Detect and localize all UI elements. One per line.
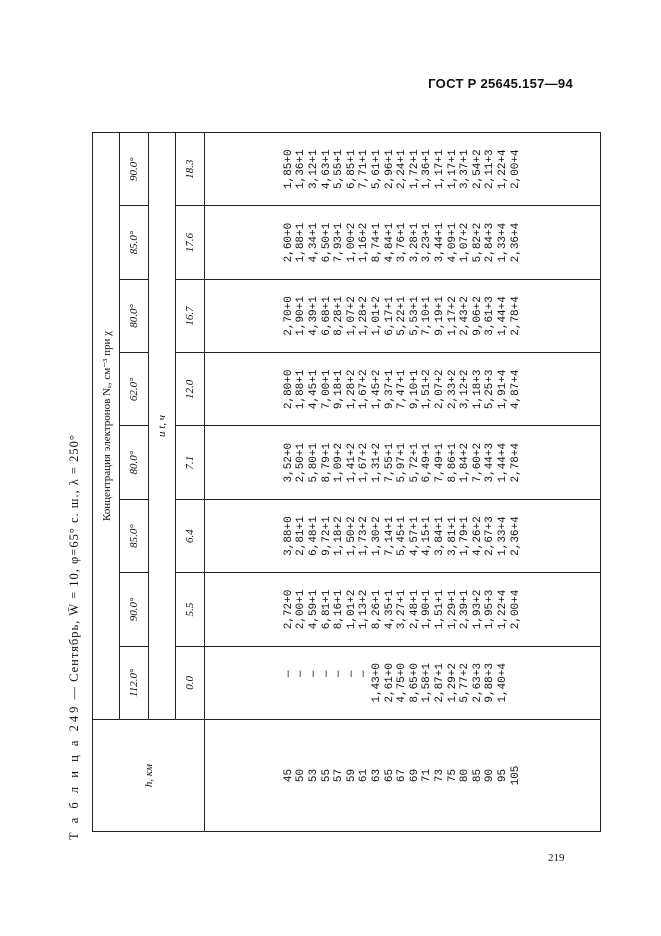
table-cell: 1,13+2	[358, 589, 371, 630]
table-cell: 3,88+0	[282, 516, 295, 556]
table-cell: 2,07+2	[433, 369, 446, 410]
table-cell: 7,55+1	[383, 442, 396, 483]
table-cell: 8,79+1	[320, 442, 333, 483]
table-cell: 1,29+1	[446, 589, 459, 630]
table-cell: 6,50+1	[320, 222, 333, 263]
time-header: 17.6	[176, 206, 205, 279]
table-cell: 6,85+1	[345, 149, 358, 189]
table-cell: —	[358, 670, 371, 678]
table-cell: 2,36+4	[509, 222, 522, 263]
table-cell: 5,80+1	[308, 442, 321, 483]
table-cell: 1,09+2	[333, 442, 346, 483]
table-cell: 2,61+0	[383, 663, 396, 703]
table-cell: 1,17+1	[433, 149, 446, 189]
standard-header: ГОСТ Р 25645.157—94	[428, 76, 573, 91]
data-column	[205, 133, 601, 206]
table-cell: 2,60+0	[282, 222, 295, 263]
table-cell: 3,28+1	[408, 222, 421, 263]
table-cell: 1,88+1	[295, 369, 308, 410]
table-cell: 1,41+2	[345, 442, 358, 483]
table-cell: 5,55+1	[333, 149, 346, 189]
table-cell: 8,86+1	[446, 442, 459, 483]
table-cell: 1,28+2	[358, 296, 371, 336]
table-cell: —	[308, 670, 321, 678]
caption-text: — Сентябрь, W̄ = 10, φ=65° с. ш., λ = 250°	[67, 434, 81, 704]
height-value: 63	[371, 768, 384, 783]
table-cell: 1,31+2	[371, 442, 384, 483]
table-cell: 2,33+2	[446, 369, 459, 410]
data-column	[205, 499, 601, 572]
table-cell: 1,18+2	[333, 516, 346, 556]
height-value: 75	[446, 768, 459, 783]
height-header: h, км	[93, 720, 205, 832]
time-header: 16.7	[176, 279, 205, 352]
table-cell: 3,52+0	[282, 442, 295, 483]
table-cell: 4,35+1	[383, 589, 396, 630]
table-cell: 2,00+1	[295, 589, 308, 630]
table-cell: 9,88+3	[484, 663, 497, 703]
table-cell: —	[282, 670, 295, 678]
table-cell: 1,07+2	[459, 222, 472, 263]
table-cell: 2,72+0	[282, 589, 295, 630]
table-cell: 7,71+1	[358, 149, 371, 189]
table-cell: 1,90+1	[295, 296, 308, 336]
table-cell: 2,87+1	[433, 663, 446, 703]
table-cell: 3,44+3	[484, 442, 497, 483]
table-cell: 4,34+1	[308, 222, 321, 263]
height-value: 90	[484, 768, 497, 783]
table-cell: 1,44+4	[496, 296, 509, 336]
table-cell: 4,26+2	[471, 516, 484, 556]
height-value: 65	[383, 768, 396, 783]
table-cell: —	[295, 670, 308, 678]
table-cell: 2,81+1	[295, 516, 308, 556]
header-row-title	[93, 133, 120, 832]
angle-header: 62.0°	[120, 353, 149, 426]
table-cell: 3,37+1	[459, 149, 472, 189]
time-header: 12.0	[176, 353, 205, 426]
table-cell: 4,15+1	[421, 516, 434, 556]
table-cell: 9,19+1	[433, 296, 446, 336]
table-cell: 1,36+1	[421, 149, 434, 189]
height-value: 69	[408, 768, 421, 783]
table-cell: 1,29+2	[446, 663, 459, 703]
data-column	[205, 279, 601, 352]
table-cell: 2,84+3	[484, 222, 497, 263]
table-cell: 3,12+1	[308, 149, 321, 189]
table-cell: 1,18+3	[471, 369, 484, 410]
table-cell: 4,45+1	[308, 369, 321, 410]
table-cell: 8,74+1	[371, 222, 384, 263]
table-cell: 4,39+1	[308, 296, 321, 336]
data-column	[205, 206, 601, 279]
table-cell: 7,49+1	[433, 442, 446, 483]
table-cell: 3,27+1	[396, 589, 409, 630]
height-value: 85	[471, 768, 484, 783]
table-cell: 1,72+1	[408, 149, 421, 189]
table-cell: 1,67+2	[358, 442, 371, 483]
table-cell: 4,63+1	[320, 149, 333, 189]
table-cell: 1,17+1	[446, 149, 459, 189]
table-cell: 1,51+2	[421, 369, 434, 410]
table-cell: 1,67+2	[358, 369, 371, 410]
table-cell: 2,00+4	[509, 149, 522, 189]
table-cell: 1,90+1	[421, 589, 434, 630]
angle-header: 80.0°	[120, 426, 149, 499]
table-cell: 5,97+1	[396, 442, 409, 483]
height-value: 57	[333, 768, 346, 783]
time-header: 18.3	[176, 133, 205, 206]
table-cell: 6,49+1	[421, 442, 434, 483]
table-cell: 1,36+1	[295, 149, 308, 189]
table-cell: 6,81+1	[320, 589, 333, 630]
table-cell: 5,45+1	[396, 516, 409, 556]
table-cell: 4,84+1	[383, 222, 396, 263]
time-header: 6.4	[176, 499, 205, 572]
table-cell: 8,65+0	[408, 663, 421, 703]
table-cell: 1,40+4	[496, 663, 509, 703]
time-header: 0.0	[176, 646, 205, 719]
table-cell: 1,16+2	[358, 222, 371, 263]
table-cell: 1,00+2	[345, 222, 358, 263]
table-caption	[62, 120, 86, 840]
table-cell: 1,44+4	[496, 442, 509, 483]
data-table	[92, 132, 601, 832]
table-cell: 5,77+2	[459, 663, 472, 703]
table-cell: 1,43+0	[371, 663, 384, 703]
table-cell: 1,84+2	[459, 442, 472, 483]
heights-column	[205, 720, 601, 832]
table-cell: 5,61+1	[371, 149, 384, 189]
table-cell: 2,24+1	[396, 149, 409, 189]
table-cell: 6,17+1	[383, 296, 396, 336]
table-cell: 1,30+2	[371, 516, 384, 556]
height-value: 61	[358, 768, 371, 783]
table-cell: 9,37+1	[383, 369, 396, 410]
table-cell: 4,59+1	[308, 589, 321, 630]
table-cell: 5,53+1	[408, 296, 421, 336]
table-cell: 1,17+2	[446, 296, 459, 336]
table-cell: 1,22+4	[496, 589, 509, 630]
table-cell: 2,70+0	[282, 296, 295, 336]
table-cell: —	[333, 670, 346, 678]
table-cell: 1,07+2	[345, 296, 358, 336]
table-cell: 2,00+4	[509, 589, 522, 630]
table-cell: 1,91+4	[496, 369, 509, 410]
table-cell: 3,81+1	[446, 516, 459, 556]
table-cell: 7,00+1	[320, 369, 333, 410]
table-cell: 1,79+1	[459, 516, 472, 556]
table-cell	[510, 647, 523, 719]
table-title: Концентрация электронов Nₑ, см⁻³ при χ	[93, 133, 120, 720]
table-cell: 9,10+1	[408, 369, 421, 410]
table-cell: 6,68+1	[320, 296, 333, 336]
table-body-row	[205, 133, 601, 832]
height-value: 105	[509, 765, 522, 786]
table-cell: 7,10+1	[421, 296, 434, 336]
angle-header: 90.0°	[120, 573, 149, 646]
data-column	[205, 426, 601, 499]
table-cell: 1,33+4	[496, 222, 509, 263]
time-header: 5.5	[176, 573, 205, 646]
table-cell: 5,22+1	[396, 296, 409, 336]
table-cell: 4,09+1	[446, 222, 459, 263]
table-cell: 2,39+1	[459, 589, 472, 630]
table-cell: 8,28+1	[333, 296, 346, 336]
time-header: 7.1	[176, 426, 205, 499]
table-cell: 2,50+1	[295, 442, 308, 483]
table-cell: 9,06+2	[471, 296, 484, 336]
table-cell: 3,44+1	[433, 222, 446, 263]
table-cell: 3,61+3	[484, 296, 497, 336]
table-cell: 9,72+1	[320, 516, 333, 556]
table-cell: 2,43+2	[459, 296, 472, 336]
table-cell: 3,84+1	[433, 516, 446, 556]
height-value: 73	[433, 768, 446, 783]
table-cell: —	[320, 670, 333, 678]
table-cell: 2,48+1	[408, 589, 421, 630]
table-cell: 4,57+1	[408, 516, 421, 556]
data-column	[205, 646, 601, 719]
table-cell: 1,85+0	[282, 149, 295, 189]
height-value: 55	[320, 768, 333, 783]
table-cell: 1,01+2	[371, 296, 384, 336]
table-cell: 1,22+4	[496, 149, 509, 189]
table-cell: 2,78+4	[509, 296, 522, 336]
table-cell: 5,25+3	[484, 369, 497, 410]
height-value: 71	[421, 768, 434, 783]
height-value: 59	[345, 768, 358, 783]
data-column	[205, 573, 601, 646]
table-cell: 1,73+2	[358, 516, 371, 556]
time-label: и t, ч	[149, 133, 176, 720]
table-cell: 1,88+1	[295, 222, 308, 263]
table-cell: —	[345, 670, 358, 678]
table-cell: 2,80+0	[282, 369, 295, 410]
page-number: 219	[548, 852, 565, 864]
table-cell: 5,82+2	[471, 222, 484, 263]
table-cell: 1,93+2	[471, 589, 484, 630]
table-cell: 2,67+3	[484, 516, 497, 556]
table-cell: 2,96+1	[383, 149, 396, 189]
table-cell: 3,76+1	[396, 222, 409, 263]
caption-label: Т а б л и ц а 249	[67, 703, 81, 840]
table-cell: 1,58+1	[421, 663, 434, 703]
angle-header: 80.0°	[120, 279, 149, 352]
table-cell: 1,33+4	[496, 516, 509, 556]
table-cell: 1,01+2	[345, 589, 358, 630]
table-cell: 2,54+2	[471, 149, 484, 189]
table-cell: 4,75+0	[396, 663, 409, 703]
height-value: 95	[496, 768, 509, 783]
table-cell: 7,60+2	[471, 442, 484, 483]
table-cell: 1,95+3	[484, 589, 497, 630]
table-cell: 2,36+4	[509, 516, 522, 556]
table-cell: 1,45+2	[371, 369, 384, 410]
table-cell: 4,87+4	[509, 369, 522, 410]
table-cell: 8,26+1	[371, 589, 384, 630]
table-cell: 3,23+1	[421, 222, 434, 263]
angle-header: 112.0°	[120, 646, 149, 719]
table-cell: 2,78+4	[509, 442, 522, 483]
height-value: 53	[308, 768, 321, 783]
height-value: 45	[282, 768, 295, 783]
table-cell: 7,93+1	[333, 222, 346, 263]
height-value: 80	[459, 768, 472, 783]
table-cell: 1,51+1	[433, 589, 446, 630]
data-column	[205, 353, 601, 426]
table-cell: 6,48+1	[308, 516, 321, 556]
rotated-table-block	[62, 120, 597, 840]
table-cell: 8,16+1	[333, 589, 346, 630]
table-cell: 7,14+1	[383, 516, 396, 556]
height-value: 50	[295, 768, 308, 783]
table-cell: 1,28+2	[345, 369, 358, 410]
angle-header: 90.0°	[120, 133, 149, 206]
table-cell: 3,12+2	[459, 369, 472, 410]
table-cell: 9,18+1	[333, 369, 346, 410]
table-cell: 2,63+3	[471, 663, 484, 703]
table-cell: 2,11+3	[484, 149, 497, 189]
table-cell: 5,72+1	[408, 442, 421, 483]
table-cell: 7,47+1	[396, 369, 409, 410]
angle-header: 85.0°	[120, 499, 149, 572]
angle-header: 85.0°	[120, 206, 149, 279]
height-value: 67	[396, 768, 409, 783]
table-cell: 1,50+2	[345, 516, 358, 556]
